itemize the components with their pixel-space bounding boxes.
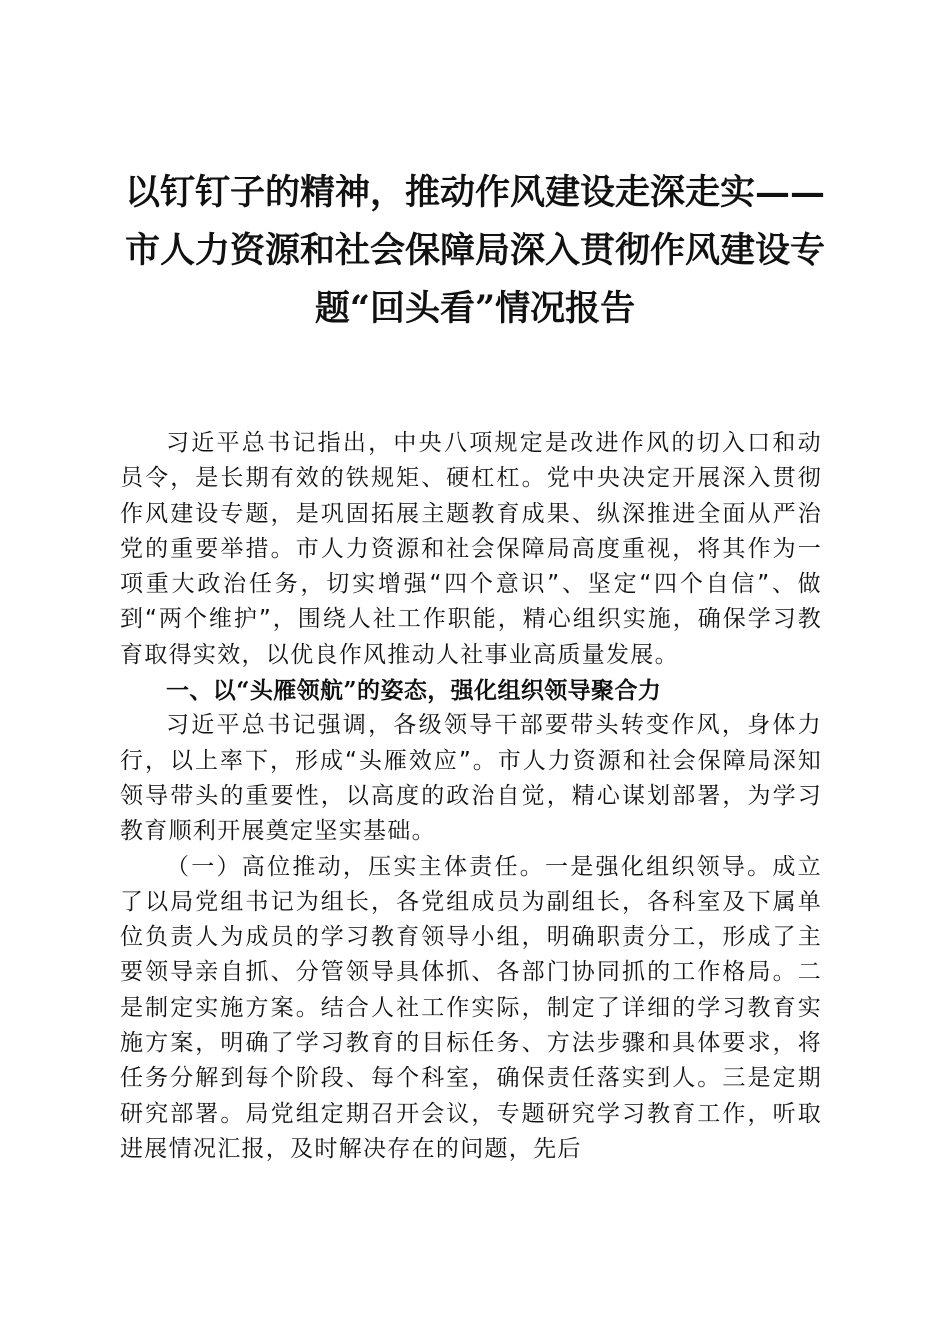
title-line-3: 题“回头看”情况报告 [314, 288, 636, 329]
title-line-1: 以钉钉子的精神，推动作风建设走深走实—— [124, 172, 825, 213]
paragraph-intro: 习近平总书记指出，中央八项规定是改进作风的切入口和动员令，是长期有效的铁规矩、硬杠杠。党中央决定开展深入贯彻作风建设专题，是巩固拓展主题教育成果、纵深推进全面从严治党的重要举措。市人力资源和社会保障局高度重视，将其作为一项重大政治任务，切实增强“四个意识”、坚定“四个自信”、做到“两个维护”，围绕人社工作职能，精心组织实施，确保学习教育取得实效，以优良作风推动人社事业高质量发展。 [120, 430, 822, 668]
section-heading-1: 一、以“头雁领航”的姿态，强化组织领导聚合力 [166, 677, 662, 705]
title-line-2: 市人力资源和社会保障局深入贯彻作风建设专 [124, 230, 825, 271]
document-body [120, 426, 822, 1167]
paragraph-subsection-1: （一）高位推动，压实主体责任。一是强化组织领导。成立了以局党组书记为组长，各党组成员为副组长，各科室及下属单位负责人为成员的学习教育领导小组，明确职责分工，形成了主要领导亲自抓、分管领导具体抓、各部门协同抓的工作格局。二是制定实施方案。结合人社工作实际，制定了详细的学习教育实施方案，明确了学习教育的目标任务、方法步骤和具体要求，将任务分解到每个阶段、每个科室，确保责任落实到人。三是定期研究部署。局党组定期召开会议，专题研究学习教育工作，听取进展情况汇报，及时解决存在的问题，先后 [120, 853, 822, 1162]
paragraph-section-1: 习近平总书记强调，各级领导干部要带头转变作风，身体力行，以上率下，形成“头雁效应”。市人力资源和社会保障局深知领导带头的重要性，以高度的政治自觉，精心谋划部署，为学习教育顺利开展奠定坚实基础。 [120, 712, 822, 845]
document-title [100, 164, 850, 338]
